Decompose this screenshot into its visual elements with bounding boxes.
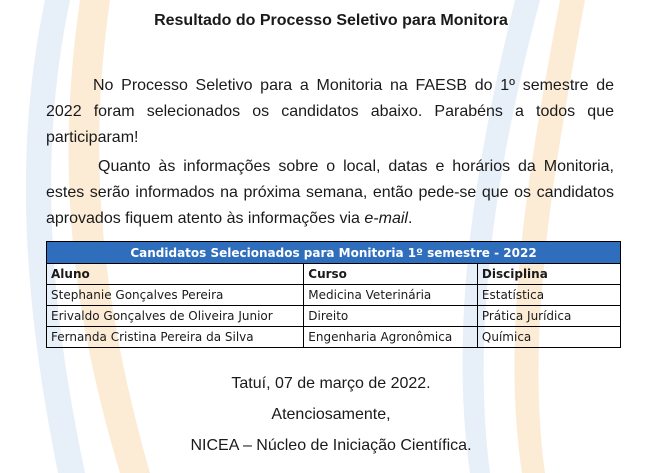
cell-curso: Medicina Veterinária <box>304 285 478 306</box>
selected-candidates-table <box>46 241 621 348</box>
cell-disciplina: Química <box>477 327 620 348</box>
cell-curso: Engenharia Agronômica <box>304 327 478 348</box>
table-row <box>47 306 621 327</box>
cell-disciplina: Estatística <box>477 285 620 306</box>
table-row <box>47 285 621 306</box>
header-disciplina: Disciplina <box>477 264 620 285</box>
header-aluno: Aluno <box>47 264 304 285</box>
table-caption: Candidatos Selecionados para Monitoria 1º semestre - 2022 <box>47 242 621 264</box>
document-title: Resultado do Processo Seletivo para Monitora <box>154 12 508 29</box>
cell-aluno: Fernanda Cristina Pereira da Silva <box>47 327 304 348</box>
place-date: Tatuí, 07 de março de 2022. <box>231 375 431 392</box>
intro-paragraph: No Processo Seletivo para a Monitoria na FAESB do 1º semestre de 2022 foram selecionados os candidatos abaixo. Parabéns a todos que participaram! <box>46 77 614 146</box>
cell-aluno: Erivaldo Gonçalves de Oliveira Junior <box>47 306 304 327</box>
cell-curso: Direito <box>304 306 478 327</box>
table-header-row <box>47 264 621 285</box>
cell-aluno: Stephanie Gonçalves Pereira <box>47 285 304 306</box>
salutation: Atenciosamente, <box>271 406 391 423</box>
table-row <box>47 327 621 348</box>
header-curso: Curso <box>304 264 478 285</box>
email-emphasis: e-mail <box>364 210 408 227</box>
info-paragraph-end: . <box>407 210 413 227</box>
signature: NICEA – Núcleo de Iniciação Científica. <box>190 437 472 454</box>
info-paragraph <box>46 154 614 232</box>
info-paragraph-text: Quanto às informações sobre o local, datas e horários da Monitoria, estes serão informados na próxima semana, então pede-se que os candidatos aprovados fiquem atento às informações via <box>46 158 614 227</box>
cell-disciplina: Prática Jurídica <box>477 306 620 327</box>
